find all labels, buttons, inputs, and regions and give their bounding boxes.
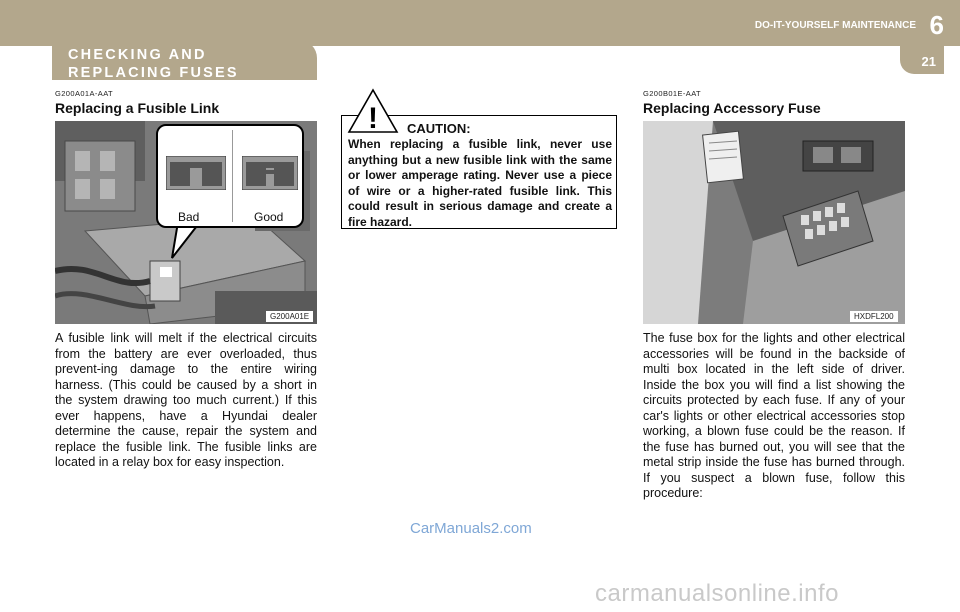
left-body-text: A fusible link will melt if the electrical circuits from the battery are ever overloaded, thus prevent-ing damage to the entire wiring harness. (This could be caused by a short in the system drawing too much current.) If this ever happens, have a Hyundai dealer determine the cause, repair the system and replace the fusible link. The fusible links are located in a relay box for easy inspection. [55,331,317,469]
chapter-number: 6 [929,10,944,40]
caution-title: CAUTION: [407,121,471,136]
right-section-code: G200B01E-AAT [643,89,702,98]
right-section-heading: Replacing Accessory Fuse [643,100,821,116]
section-title: CHECKING AND REPLACING FUSES [68,47,239,81]
good-fuse-label: Good [254,210,284,224]
left-section-heading: Replacing a Fusible Link [55,100,220,116]
right-image-caption: HXDFL200 [850,311,898,322]
chapter-title: DO-IT-YOURSELF MAINTENANCE [754,20,916,31]
bad-fuse-icon [166,156,226,190]
page-number: 21 [921,54,936,69]
callout-divider [232,130,233,222]
fuse-callout [156,124,304,228]
dashboard-fuse-box-illustration [643,121,905,324]
right-body-text: The fuse box for the lights and other electrical accessories will be found in the backside of multi box located in the left side of driver. Inside the box you will find a list showing the circuits protected by each fuse. If any of your car's lights or other electrical accessories stop working, a blown fuse could be the reason. If the fuse has burned out, you will see that the metal strip inside the fuse has burned through. If you suspect a blown fuse, follow this procedure: [643,331,905,500]
footer-watermark: carmanualsonline.info [595,580,839,607]
watermark-link[interactable]: CarManuals2.com [410,520,532,537]
left-image-caption: G200A01E [266,311,313,322]
warning-symbol: ! [368,102,378,134]
caution-text: When replacing a fusible link, never use anything but a new fusible link with the same or lower amperage rating. Never use a piece of wire or a higher-rated fusible link. This could result in serious damage and create a fire hazard. [348,137,612,229]
left-section-code: G200A01A-AAT [55,89,114,98]
bad-fuse-label: Bad [178,210,200,224]
warning-triangle-icon [347,88,399,134]
accessory-fuse-image [643,121,905,324]
good-fuse-icon [242,156,298,190]
